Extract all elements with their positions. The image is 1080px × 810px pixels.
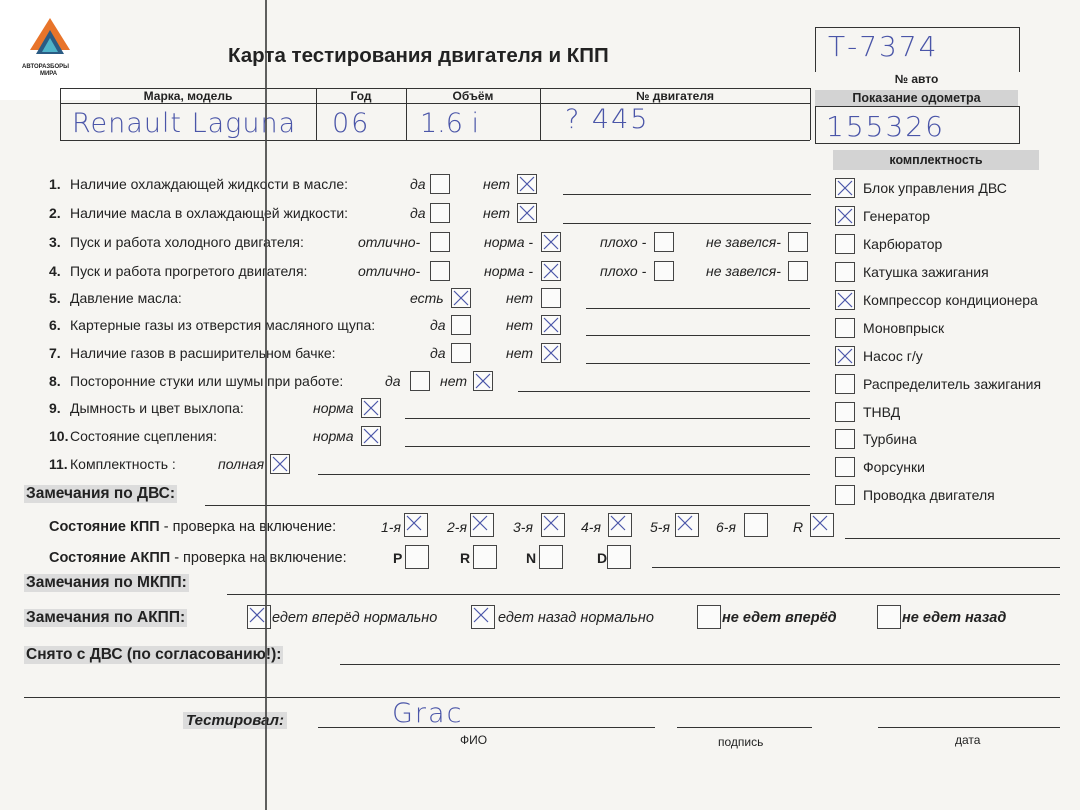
sign-line [677, 727, 812, 728]
check-mark-icon [271, 455, 289, 473]
akpp-remark-checkbox-3[interactable] [877, 605, 901, 629]
question-number: 5. [49, 290, 61, 306]
option-norm-label: норма [313, 428, 354, 444]
kpp-gear-checkbox-2[interactable] [541, 513, 565, 537]
q3-bad-checkbox[interactable] [654, 232, 674, 252]
kpp-gear-checkbox-0[interactable] [404, 513, 428, 537]
check-mark-icon [471, 514, 489, 532]
sign-caption: подпись [718, 735, 764, 749]
option-yes-label: да [385, 373, 401, 389]
completeness-item-label: Распределитель зажигания [863, 376, 1042, 392]
completeness-checkbox-5[interactable] [835, 318, 855, 338]
q5-no-checkbox[interactable] [541, 288, 561, 308]
logo-icon [20, 14, 80, 64]
check-mark-icon [405, 514, 423, 532]
check-mark-icon [836, 291, 854, 309]
option-no-label: нет [440, 373, 467, 389]
question-number: 1. [49, 176, 61, 192]
question-9-line [405, 418, 810, 419]
check-mark-icon [474, 372, 492, 390]
option-no-label: нет [483, 176, 510, 192]
question-text: Наличие охлаждающей жидкости в масле: [70, 176, 349, 192]
check-mark-icon [472, 606, 490, 624]
kpp-gear-checkbox-4[interactable] [675, 513, 699, 537]
q3-excellent-checkbox[interactable] [430, 232, 450, 252]
akpp-gear-checkbox-3[interactable] [607, 545, 631, 569]
akpp-label-rest: - проверка на включение: [170, 550, 347, 566]
check-mark-icon [542, 344, 560, 362]
q6-no-checkbox[interactable] [541, 315, 561, 335]
question-5-line [586, 308, 810, 309]
option-excellent-label: отлично- [358, 263, 421, 279]
question-text: Пуск и работа холодного двигателя: [70, 234, 304, 250]
check-mark-icon [836, 347, 854, 365]
tested-by-label: Тестировал: [183, 712, 287, 729]
check-mark-icon [676, 514, 694, 532]
q2-yes-checkbox[interactable] [430, 203, 450, 223]
question-number: 6. [49, 317, 61, 333]
check-mark-icon [518, 175, 536, 193]
col-year: Год [350, 89, 372, 103]
akpp-gear-label: P [393, 550, 403, 566]
check-mark-icon [362, 427, 380, 445]
kpp-label [49, 519, 336, 535]
year-value: 06 [332, 108, 371, 139]
akpp-remark-label: не едет вперёд [722, 610, 837, 626]
option-no-label: нет [506, 345, 533, 361]
question-text: Пуск и работа прогретого двигателя: [70, 263, 308, 279]
question-text: Наличие масла в охлаждающей жидкости: [70, 205, 349, 221]
col-brand: Марка, модель [143, 89, 233, 103]
option-norm-label: норма [313, 400, 354, 416]
akpp-gear-checkbox-0[interactable] [405, 545, 429, 569]
option-normal-label: норма - [484, 234, 534, 250]
brand-value: Renault Laguna [72, 108, 297, 139]
kpp-gear-checkbox-1[interactable] [470, 513, 494, 537]
remarks-ice-line [205, 505, 810, 506]
completeness-item-label: Генератор [863, 208, 931, 224]
option-no-label: нет [506, 290, 533, 306]
q4-no_start-checkbox[interactable] [788, 261, 808, 281]
option-present-label: есть [410, 290, 444, 306]
q1-no-checkbox[interactable] [517, 174, 537, 194]
kpp-gear-label: 3-я [513, 519, 533, 535]
completeness-item-label: Насос г/у [863, 348, 923, 364]
completeness-item-label: ТНВД [863, 404, 901, 420]
question-1-line [563, 194, 811, 195]
kpp-label-rest: - проверка на включение: [159, 519, 337, 535]
kpp-gear-checkbox-3[interactable] [608, 513, 632, 537]
question-text: Посторонние стуки или шумы при работе: [70, 373, 344, 389]
completeness-checkbox-0[interactable] [835, 178, 855, 198]
option-no-label: нет [506, 317, 533, 333]
option-no-label: нет [483, 205, 510, 221]
completeness-item-label: Карбюратор [863, 236, 943, 252]
check-mark-icon [452, 289, 470, 307]
completeness-item-label: Катушка зажигания [863, 264, 989, 280]
akpp-remark-checkbox-2[interactable] [697, 605, 721, 629]
kpp-gear-checkbox-5[interactable] [744, 513, 768, 537]
q1-yes-checkbox[interactable] [430, 174, 450, 194]
check-mark-icon [248, 606, 266, 624]
completeness-item-label: Моновпрыск [863, 320, 945, 336]
kpp-gear-label: 6-я [716, 519, 736, 535]
remarks-mkpp-label: Замечания по МКПП: [26, 574, 187, 591]
remarks-mkpp-line [227, 594, 1060, 595]
check-mark-icon [542, 262, 560, 280]
akpp-remark-checkbox-0[interactable] [247, 605, 271, 629]
q4-normal-checkbox[interactable] [541, 261, 561, 281]
akpp-gear-label: D [597, 550, 608, 566]
removed-line [340, 664, 1060, 665]
kpp-gear-label: 1-я [381, 519, 401, 535]
akpp-remark-label: едет назад нормально [498, 610, 654, 626]
completeness-item-label: Блок управления ДВС [863, 180, 1007, 196]
kpp-gear-checkbox-6[interactable] [810, 513, 834, 537]
question-8-line [518, 391, 810, 392]
akpp-remark-label: не едет назад [902, 610, 1007, 626]
question-text: Дымность и цвет выхлопа: [70, 400, 244, 416]
akpp-label-bold: Состояние АКПП [49, 550, 171, 566]
completeness-checkbox-11[interactable] [835, 485, 855, 505]
check-mark-icon [542, 233, 560, 251]
akpp-line [652, 567, 1060, 568]
col-engine-no: № двигателя [636, 89, 714, 103]
option-yes-label: да [410, 176, 426, 192]
check-mark-icon [518, 204, 536, 222]
logo [0, 0, 100, 100]
logo-line1: АВТОРАЗБОРЫ [22, 64, 70, 70]
auto-number-value: Т-7374 [828, 30, 939, 63]
option-full-label: полная [218, 456, 265, 472]
question-number: 10. [49, 428, 69, 444]
question-number: 11. [49, 456, 68, 472]
remarks-ice-label: Замечания по ДВС: [26, 485, 176, 502]
date-line [878, 727, 1060, 728]
page-title: Карта тестирования двигателя и КПП [228, 44, 609, 67]
q8-yes-checkbox[interactable] [410, 371, 430, 391]
question-text: Наличие газов в расширительном бачке: [70, 345, 336, 361]
q9-norm-checkbox[interactable] [361, 398, 381, 418]
option-yes-label: да [410, 205, 426, 221]
question-6-line [586, 335, 810, 336]
question-2-line [563, 223, 811, 224]
q10-norm-checkbox[interactable] [361, 426, 381, 446]
option-bad-label: плохо - [600, 234, 647, 250]
completeness-checkbox-2[interactable] [835, 234, 855, 254]
completeness-header: комплектность [833, 150, 1039, 170]
kpp-gear-label: 4-я [581, 519, 601, 535]
question-number: 7. [49, 345, 61, 361]
check-mark-icon [542, 514, 560, 532]
option-no_start-label: не завелся- [706, 263, 781, 279]
question-text: Состояние сцепления: [70, 428, 217, 444]
odometer-value: 155326 [826, 110, 945, 143]
remarks-akpp-label: Замечания по АКПП: [26, 609, 186, 626]
col-volume: Объём [452, 89, 494, 103]
completeness-checkbox-8[interactable] [835, 402, 855, 422]
q4-excellent-checkbox[interactable] [430, 261, 450, 281]
date-caption: дата [955, 733, 981, 747]
q8-no-checkbox[interactable] [473, 371, 493, 391]
question-number: 4. [49, 263, 61, 279]
option-bad-label: плохо - [600, 263, 647, 279]
check-mark-icon [609, 514, 627, 532]
check-mark-icon [836, 179, 854, 197]
kpp-label-bold: Состояние КПП [49, 519, 160, 535]
completeness-checkbox-1[interactable] [835, 206, 855, 226]
q11-full-checkbox[interactable] [270, 454, 290, 474]
check-mark-icon [362, 399, 380, 417]
akpp-gear-checkbox-1[interactable] [473, 545, 497, 569]
q4-bad-checkbox[interactable] [654, 261, 674, 281]
extra-line [24, 697, 1060, 698]
q2-no-checkbox[interactable] [517, 203, 537, 223]
option-excellent-label: отлично- [358, 234, 421, 250]
logo-line2: МИРА [40, 71, 58, 77]
completeness-checkbox-10[interactable] [835, 457, 855, 477]
name-caption: ФИО [460, 733, 488, 747]
completeness-item-label: Форсунки [863, 459, 925, 475]
completeness-checkbox-3[interactable] [835, 262, 855, 282]
question-number: 2. [49, 205, 61, 221]
completeness-checkbox-7[interactable] [835, 374, 855, 394]
akpp-gear-label: R [460, 550, 471, 566]
volume-value: 1.6 i [420, 108, 480, 139]
question-7-line [586, 363, 810, 364]
akpp-label [49, 550, 347, 566]
option-yes-label: да [430, 345, 446, 361]
fold-line [265, 0, 267, 810]
kpp-gear-label: R [793, 519, 804, 535]
question-10-line [405, 446, 810, 447]
completeness-item-label: Проводка двигателя [863, 487, 995, 503]
question-11-line [318, 474, 810, 475]
option-no_start-label: не завелся- [706, 234, 781, 250]
check-mark-icon [542, 316, 560, 334]
question-text: Комплектность : [70, 456, 176, 472]
check-mark-icon [811, 514, 829, 532]
auto-number-label: № авто [894, 72, 939, 86]
akpp-gear-label: N [526, 550, 537, 566]
engine-no-value: ? 445 [565, 104, 650, 135]
question-text: Давление масла: [70, 290, 182, 306]
option-normal-label: норма - [484, 263, 534, 279]
question-number: 3. [49, 234, 61, 250]
q6-yes-checkbox[interactable] [451, 315, 471, 335]
q7-yes-checkbox[interactable] [451, 343, 471, 363]
check-mark-icon [836, 207, 854, 225]
q5-present-checkbox[interactable] [451, 288, 471, 308]
odometer-label: Показание одометра [815, 90, 1018, 106]
completeness-item-label: Компрессор кондиционера [863, 292, 1038, 308]
completeness-checkbox-9[interactable] [835, 429, 855, 449]
akpp-remark-label: едет вперёд нормально [272, 610, 438, 626]
completeness-checkbox-4[interactable] [835, 290, 855, 310]
q7-no-checkbox[interactable] [541, 343, 561, 363]
completeness-checkbox-6[interactable] [835, 346, 855, 366]
question-number: 8. [49, 373, 61, 389]
kpp-gear-label: 5-я [650, 519, 670, 535]
akpp-gear-checkbox-2[interactable] [539, 545, 563, 569]
completeness-item-label: Турбина [863, 431, 917, 447]
tester-name: Grac [392, 698, 464, 729]
kpp-gear-label: 2-я [447, 519, 467, 535]
name-line [318, 727, 655, 728]
option-yes-label: да [430, 317, 446, 333]
akpp-remark-checkbox-1[interactable] [471, 605, 495, 629]
removed-label: Снято с ДВС (по согласованию!): [26, 646, 282, 663]
q3-normal-checkbox[interactable] [541, 232, 561, 252]
q3-no_start-checkbox[interactable] [788, 232, 808, 252]
kpp-line [845, 538, 1060, 539]
question-text: Картерные газы из отверстия масляного щупа: [70, 317, 376, 333]
question-number: 9. [49, 400, 61, 416]
